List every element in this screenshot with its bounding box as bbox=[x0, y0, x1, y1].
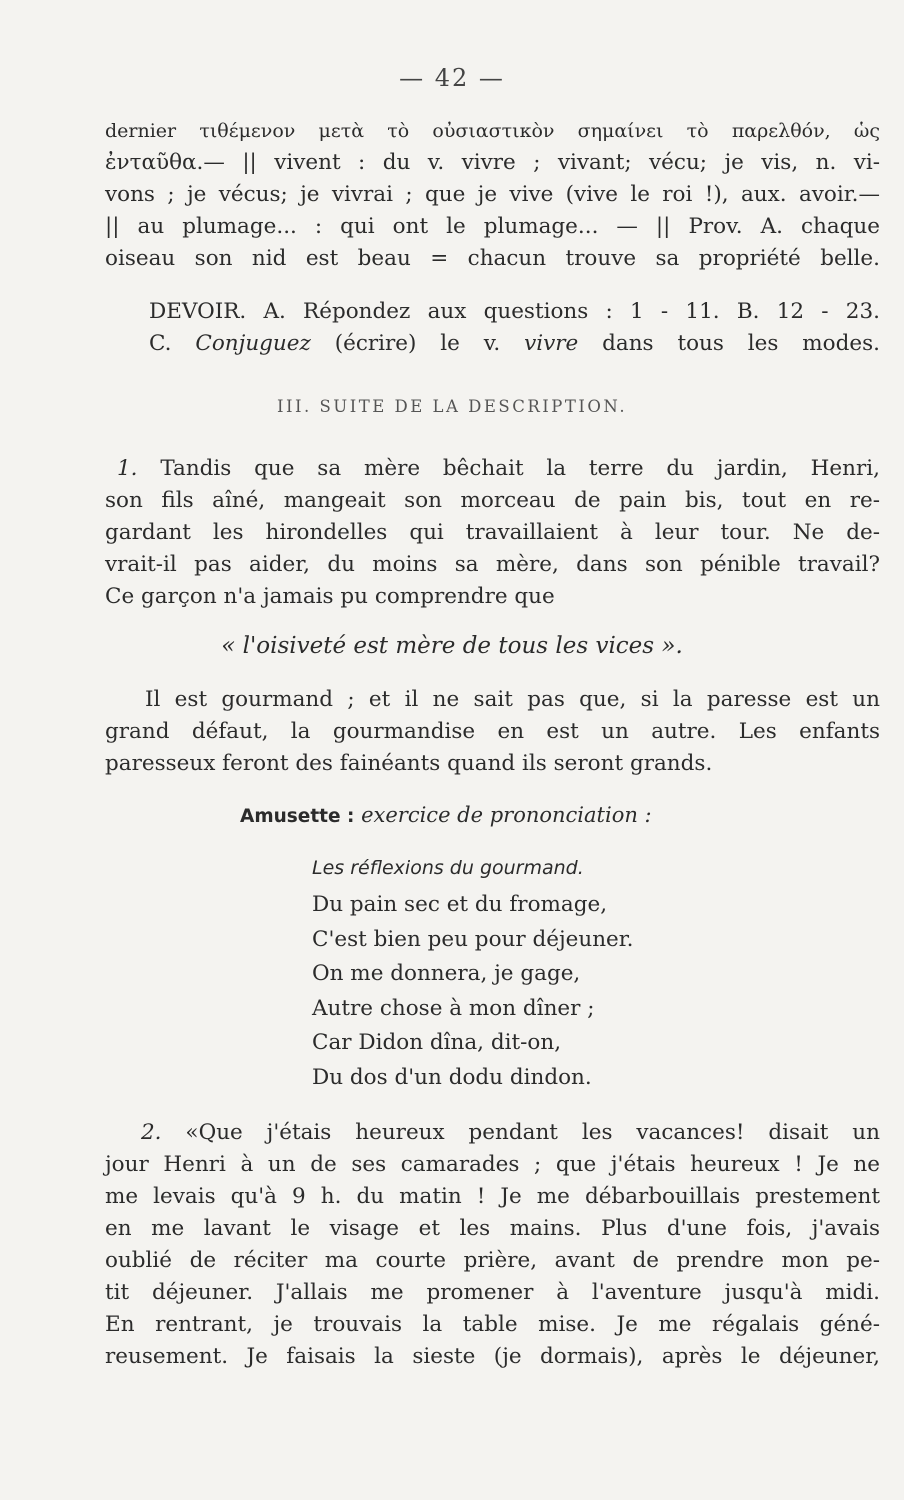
poem-line: On me donnera, je gage, bbox=[312, 961, 581, 986]
paragraph-line: grand défaut, la gourmandise en est un autre. Les enfants bbox=[105, 719, 880, 744]
paragraph-number: 1. bbox=[117, 456, 138, 481]
page-number: — 42 — bbox=[399, 64, 505, 92]
notes-block bbox=[105, 115, 880, 275]
paragraph-line: reusement. Je faisais la sieste (je dormais), après le déjeuner, bbox=[105, 1344, 880, 1369]
devoir-suffix: dans tous les modes. bbox=[602, 331, 880, 356]
devoir-mid: (écrire) le v. bbox=[334, 331, 501, 356]
paragraph-line: jour Henri à un de ses camarades ; que j'étais heureux ! Je ne bbox=[105, 1152, 880, 1177]
paragraph-line: me levais qu'à 9 h. du matin ! Je me débarbouillais prestement bbox=[105, 1184, 880, 1209]
poem bbox=[312, 852, 634, 1095]
amusette-label: Amusette : bbox=[240, 806, 355, 827]
devoir-c-label: C. bbox=[149, 331, 172, 356]
poem-line: Du pain sec et du fromage, bbox=[312, 892, 608, 917]
paragraph-line: paresseux feront des fainéants quand ils seront grands. bbox=[105, 751, 713, 776]
paragraph-line: Il est gourmand ; et il ne sait pas que, si la paresse est un bbox=[145, 687, 880, 712]
paragraph-line: Ce garçon n'a jamais pu comprendre que bbox=[105, 584, 555, 609]
amusette-subtitle: exercice de prononciation : bbox=[361, 803, 652, 827]
poem-line: Car Didon dîna, dit-on, bbox=[312, 1030, 562, 1055]
note-line: vons ; je vécus; je vivrai ; que je vive (vive le roi !), aux. avoir.— bbox=[105, 182, 880, 207]
paragraph-2 bbox=[105, 684, 880, 780]
paragraph-3-first-line bbox=[105, 1117, 880, 1149]
devoir-line-1: DEVOIR. A. Répondez aux questions : 1 - 11. B. 12 - 23. bbox=[149, 299, 880, 324]
paragraph-line: tit déjeuner. J'allais me promener à l'aventure jusqu'à midi. bbox=[105, 1280, 880, 1305]
section-heading: III. SUITE DE LA DESCRIPTION. bbox=[276, 397, 628, 416]
devoir-block bbox=[105, 296, 880, 360]
paragraph-line: son fils aîné, mangeait son morceau de pain bis, tout en re- bbox=[105, 488, 880, 513]
note-line: dernier τιθέμενον μετὰ τὸ οὐσιαστικὸν σημαίνει τὸ παρελθόν, ὡς bbox=[105, 120, 880, 142]
amusette-heading bbox=[240, 803, 652, 827]
paragraph-number: 2. bbox=[141, 1120, 162, 1145]
devoir-line-2 bbox=[105, 328, 880, 360]
paragraph-line: «Que j'étais heureux pendant les vacances! disait un bbox=[185, 1120, 880, 1145]
note-line: || au plumage... : qui ont le plumage... — || Prov. A. chaque bbox=[105, 214, 880, 239]
paragraph-line: vrait-il pas aider, du moins sa mère, dans son pénible travail? bbox=[105, 552, 880, 577]
poem-line: C'est bien peu pour déjeuner. bbox=[312, 926, 634, 952]
paragraph-1-first-line bbox=[105, 453, 880, 485]
paragraph-line: en me lavant le visage et les mains. Plus d'une fois, j'avais bbox=[105, 1216, 880, 1241]
note-line: ἐνταῦθα.— || vivent : du v. vivre ; vivant; vécu; je vis, n. vi- bbox=[105, 150, 880, 175]
poem-line: Du dos d'un dodu dindon. bbox=[312, 1064, 592, 1090]
paragraph-3 bbox=[105, 1117, 880, 1373]
paragraph-line: En rentrant, je trouvais la table mise. Je me régalais géné- bbox=[105, 1312, 880, 1337]
paragraph-line: Tandis que sa mère bêchait la terre du jardin, Henri, bbox=[160, 456, 880, 481]
devoir-conjuguez: Conjuguez bbox=[195, 331, 311, 356]
paragraph-line: oublié de réciter ma courte prière, avant de prendre mon pe- bbox=[105, 1248, 880, 1273]
proverb-quote: « l'oisiveté est mère de tous les vices ». bbox=[221, 633, 683, 659]
poem-title: Les réflexions du gourmand. bbox=[312, 857, 584, 879]
poem-line: Autre chose à mon dîner ; bbox=[312, 995, 595, 1021]
paragraph-1 bbox=[105, 453, 880, 613]
note-line: oiseau son nid est beau = chacun trouve sa propriété belle. bbox=[105, 246, 880, 271]
devoir-vivre: vivre bbox=[524, 331, 579, 356]
paragraph-line: gardant les hirondelles qui travaillaient à leur tour. Ne de- bbox=[105, 520, 880, 545]
